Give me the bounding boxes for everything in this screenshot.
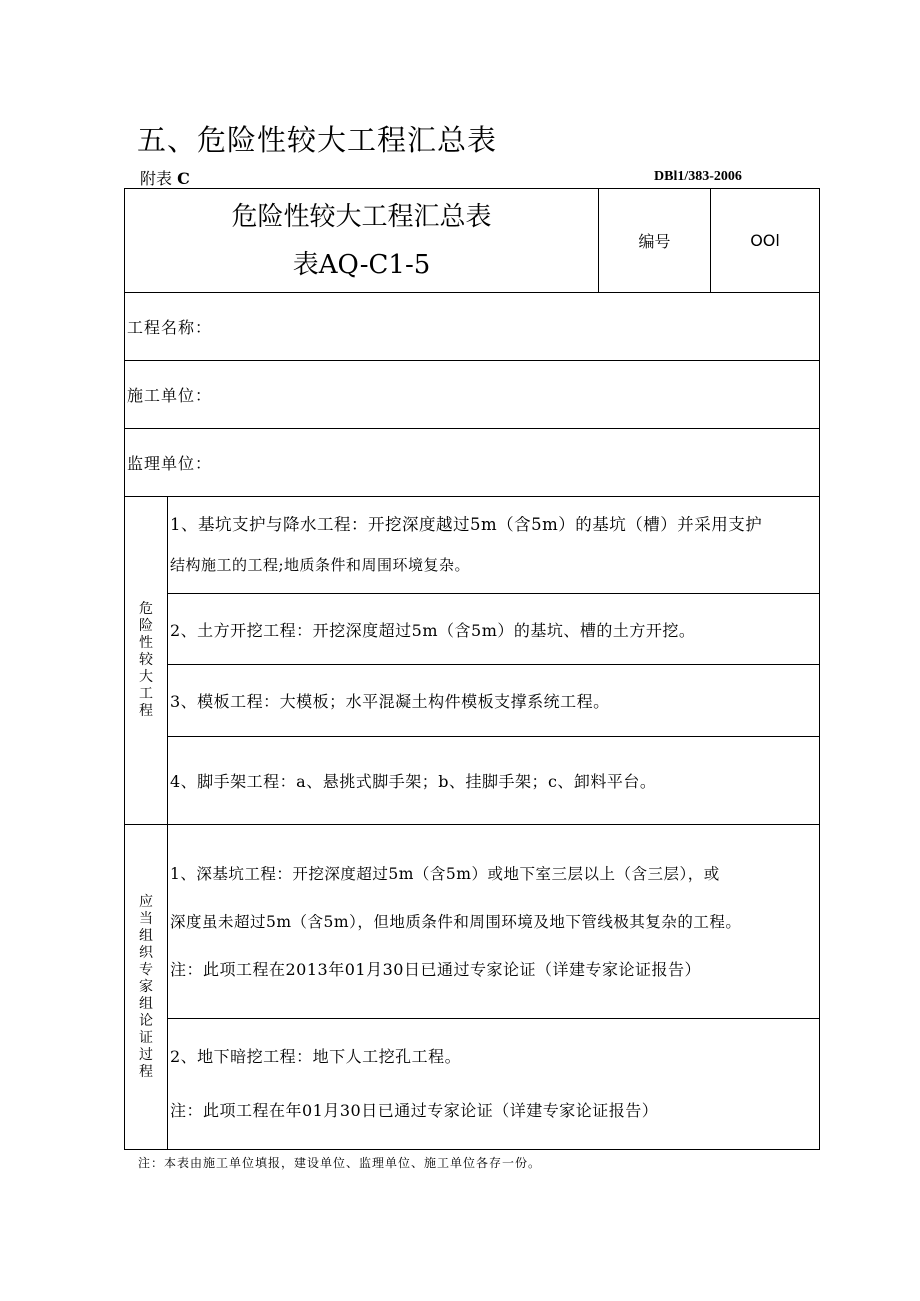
section2-label-char: 证 <box>139 1029 153 1046</box>
footnote: 注：本表由施工单位填报，建设单位、监理单位、施工单位各存一份。 <box>138 1156 542 1170</box>
supervision-unit-row <box>125 429 820 497</box>
project-name-row <box>125 293 820 361</box>
section2-row-1 <box>125 825 820 1019</box>
section1-item-2 <box>168 594 820 665</box>
section2-item-2 <box>168 1019 820 1150</box>
section2-label-char: 组 <box>139 995 153 1012</box>
section2-label-char: 论 <box>139 1012 153 1029</box>
item-line: 2、土方开挖工程：开挖深度超过5m（含5m）的基坑、槽的土方开挖。 <box>170 620 696 640</box>
section1-item-4 <box>168 737 820 825</box>
section1-label-char: 险 <box>139 618 153 634</box>
attachment-code: C <box>177 169 190 188</box>
section2-label-char: 织 <box>139 944 153 961</box>
section2-label-char: 专 <box>139 961 153 978</box>
number-label: 编号 <box>599 189 711 293</box>
attachment-prefix: 附表 <box>140 169 173 188</box>
section2-label-char: 应 <box>139 893 153 910</box>
section2-vertical-label <box>125 825 168 1150</box>
section1-label-char: 工 <box>139 686 153 702</box>
attachment-label <box>140 166 190 189</box>
project-name-field: 工程名称： <box>125 293 820 361</box>
construction-unit-row <box>125 361 820 429</box>
supervision-unit-field: 监理单位： <box>125 429 820 497</box>
section2-item-1 <box>168 825 820 1019</box>
item-line: 结构施工的工程;地质条件和周围环境复杂。 <box>170 556 471 574</box>
construction-unit-field: 施工单位： <box>125 361 820 429</box>
section1-vertical-label <box>125 497 168 825</box>
section1-item-1 <box>168 497 820 594</box>
form-subtitle: 表AQ-C1-5 <box>292 249 431 280</box>
section1-label-char: 程 <box>139 703 153 719</box>
standard-code: DBl1/383-2006 <box>654 169 742 184</box>
item-line: 1、深基坑工程：开挖深度超过5m（含5m）或地下室三层以上（含三层），或 <box>170 864 720 883</box>
section1-label-char: 危 <box>139 601 153 617</box>
section2-row-2 <box>125 1019 820 1150</box>
section2-label-char: 过 <box>139 1046 153 1063</box>
section1-item-3 <box>168 665 820 737</box>
item-line: 1、基坑支护与降水工程：开挖深度越过5m（含5m）的基坑（槽）并采用支护 <box>170 515 763 534</box>
form-title: 危险性较大工程汇总表 <box>231 201 492 232</box>
section1-row-2 <box>125 594 820 665</box>
section1-label-char: 大 <box>139 669 153 685</box>
item-line: 4、脚手架工程：a、悬挑式脚手架；b、挂脚手架；c、卸料平台。 <box>170 772 657 791</box>
section2-label-char: 组 <box>139 927 153 944</box>
item-line: 注：此项工程在2013年01月30日已通过专家论证（详建专家论证报告） <box>170 959 701 979</box>
item-line: 注：此项工程在年01月30日已通过专家论证（详建专家论证报告） <box>170 1101 659 1120</box>
section2-label-char: 程 <box>139 1063 153 1080</box>
form-header-row <box>125 189 820 293</box>
page-heading: 五、危险性较大工程汇总表 <box>137 123 498 157</box>
section2-label-char: 当 <box>139 910 153 927</box>
section2-label-char: 家 <box>139 978 153 995</box>
section1-label-char: 性 <box>139 635 153 651</box>
item-line: 3、模板工程：大模板；水平混凝土构件模板支撑系统工程。 <box>170 692 610 711</box>
summary-form-table <box>124 188 820 1150</box>
number-value: OOl <box>711 189 820 293</box>
section1-label-char: 较 <box>139 652 153 668</box>
form-title-cell <box>125 189 599 293</box>
item-line: 2、地下暗挖工程：地下人工挖孔工程。 <box>170 1047 462 1066</box>
section1-row-1 <box>125 497 820 594</box>
item-line: 深度虽未超过5m（含5m），但地质条件和周围环境及地下管线极其复杂的工程。 <box>170 912 742 931</box>
section1-row-4 <box>125 737 820 825</box>
section1-row-3 <box>125 665 820 737</box>
